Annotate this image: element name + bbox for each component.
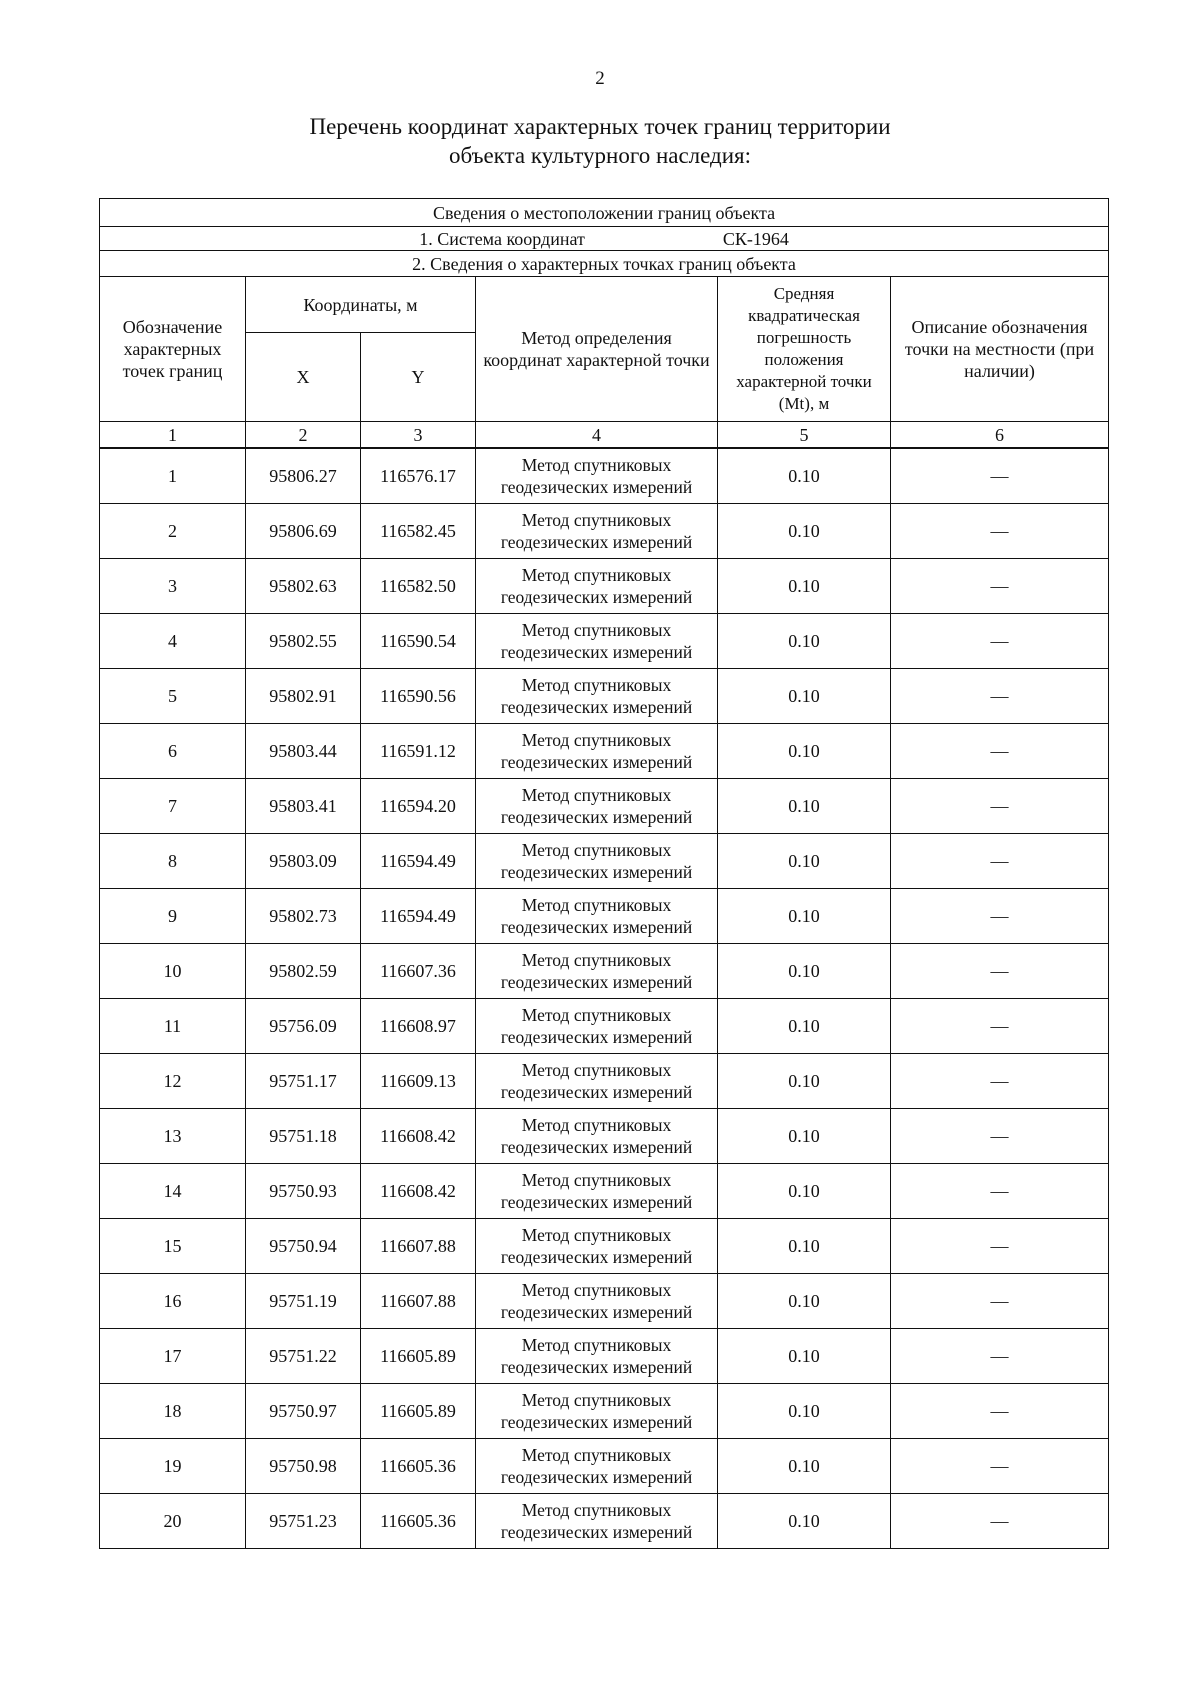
mean-error-cell: 0.10 (718, 889, 891, 944)
method-cell: Метод спутниковых геодезических измерений (476, 1164, 718, 1219)
title-line-2: объекта культурного наследия: (448, 143, 752, 168)
coord-x: 95802.63 (246, 559, 361, 614)
coord-y: 116607.36 (361, 944, 476, 999)
coord-x: 95802.73 (246, 889, 361, 944)
header-mean-error: Средняя квадратическая погрешность положения характерной точки (Mt), м (718, 277, 891, 422)
mean-error-cell: 0.10 (718, 504, 891, 559)
coord-x: 95751.18 (246, 1109, 361, 1164)
point-number: 12 (100, 1054, 246, 1109)
column-number: 2 (246, 422, 361, 449)
coord-x: 95802.91 (246, 669, 361, 724)
coordinate-system-value: СК-1964 (722, 228, 789, 249)
document-title (0, 112, 1200, 170)
method-cell: Метод спутниковых геодезических измерений (476, 779, 718, 834)
coord-x: 95750.98 (246, 1439, 361, 1494)
description-cell: — (891, 1494, 1109, 1549)
description-cell: — (891, 944, 1109, 999)
coord-y: 116605.36 (361, 1439, 476, 1494)
description-cell: — (891, 669, 1109, 724)
header-method: Метод определения координат характерной точки (476, 277, 718, 422)
coord-y: 116605.36 (361, 1494, 476, 1549)
point-number: 17 (100, 1329, 246, 1384)
table-row (100, 1329, 1109, 1384)
mean-error-cell: 0.10 (718, 779, 891, 834)
table-row (100, 944, 1109, 999)
description-cell: — (891, 779, 1109, 834)
coord-y: 116582.50 (361, 559, 476, 614)
point-number: 15 (100, 1219, 246, 1274)
method-cell: Метод спутниковых геодезических измерений (476, 1494, 718, 1549)
method-cell: Метод спутниковых геодезических измерений (476, 889, 718, 944)
table-row (100, 724, 1109, 779)
table-row (100, 448, 1109, 504)
mean-error-cell: 0.10 (718, 944, 891, 999)
coord-x: 95802.55 (246, 614, 361, 669)
point-number: 16 (100, 1274, 246, 1329)
mean-error-cell: 0.10 (718, 724, 891, 779)
method-cell: Метод спутниковых геодезических измерений (476, 1109, 718, 1164)
column-number: 5 (718, 422, 891, 449)
mean-error-cell: 0.10 (718, 614, 891, 669)
description-cell: — (891, 1164, 1109, 1219)
description-cell: — (891, 1274, 1109, 1329)
coord-x: 95751.23 (246, 1494, 361, 1549)
header-x: X (246, 333, 361, 422)
method-cell: Метод спутниковых геодезических измерений (476, 1219, 718, 1274)
point-number: 11 (100, 999, 246, 1054)
point-number: 10 (100, 944, 246, 999)
coord-x: 95750.93 (246, 1164, 361, 1219)
coord-y: 116591.12 (361, 724, 476, 779)
description-cell: — (891, 559, 1109, 614)
coord-x: 95751.17 (246, 1054, 361, 1109)
method-cell: Метод спутниковых геодезических измерений (476, 724, 718, 779)
point-number: 19 (100, 1439, 246, 1494)
coord-x: 95756.09 (246, 999, 361, 1054)
coord-y: 116607.88 (361, 1274, 476, 1329)
mean-error-cell: 0.10 (718, 1439, 891, 1494)
description-cell: — (891, 504, 1109, 559)
mean-error-cell: 0.10 (718, 1219, 891, 1274)
coord-y: 116594.49 (361, 834, 476, 889)
coord-y: 116605.89 (361, 1384, 476, 1439)
coord-y: 116582.45 (361, 504, 476, 559)
title-line-1: Перечень координат характерных точек границ территории (309, 114, 891, 139)
coord-y: 116607.88 (361, 1219, 476, 1274)
table-row (100, 1439, 1109, 1494)
table-row (100, 1164, 1109, 1219)
coordinate-system-label: 1. Система координат (419, 228, 585, 249)
table-row (100, 1384, 1109, 1439)
method-cell: Метод спутниковых геодезических измерений (476, 1329, 718, 1384)
method-cell: Метод спутниковых геодезических измерений (476, 944, 718, 999)
header-designation: Обозначение характерных точек границ (100, 277, 246, 422)
page-number: 2 (595, 68, 605, 89)
point-number: 13 (100, 1109, 246, 1164)
coord-y: 116594.49 (361, 889, 476, 944)
coord-x: 95751.22 (246, 1329, 361, 1384)
coord-y: 116576.17 (361, 448, 476, 504)
mean-error-cell: 0.10 (718, 1329, 891, 1384)
description-cell: — (891, 1384, 1109, 1439)
point-number: 8 (100, 834, 246, 889)
point-number: 4 (100, 614, 246, 669)
mean-error-cell: 0.10 (718, 448, 891, 504)
coord-x: 95803.09 (246, 834, 361, 889)
coord-x: 95803.41 (246, 779, 361, 834)
table-row (100, 1109, 1109, 1164)
table-row (100, 834, 1109, 889)
description-cell: — (891, 724, 1109, 779)
coord-y: 116605.89 (361, 1329, 476, 1384)
mean-error-cell: 0.10 (718, 669, 891, 724)
coordinates-table (99, 198, 1109, 1549)
point-number: 2 (100, 504, 246, 559)
coord-x: 95803.44 (246, 724, 361, 779)
point-number: 20 (100, 1494, 246, 1549)
coord-y: 116608.42 (361, 1109, 476, 1164)
table-row (100, 1219, 1109, 1274)
mean-error-cell: 0.10 (718, 559, 891, 614)
table-row (100, 559, 1109, 614)
description-cell: — (891, 1054, 1109, 1109)
method-cell: Метод спутниковых геодезических измерений (476, 1274, 718, 1329)
description-cell: — (891, 1109, 1109, 1164)
table-row (100, 614, 1109, 669)
mean-error-cell: 0.10 (718, 1109, 891, 1164)
method-cell: Метод спутниковых геодезических измерений (476, 504, 718, 559)
method-cell: Метод спутниковых геодезических измерений (476, 448, 718, 504)
coord-x: 95806.69 (246, 504, 361, 559)
table-row (100, 999, 1109, 1054)
points-info-label: 2. Сведения о характерных точках границ объекта (100, 251, 1109, 277)
mean-error-cell: 0.10 (718, 1384, 891, 1439)
point-number: 6 (100, 724, 246, 779)
mean-error-cell: 0.10 (718, 1274, 891, 1329)
point-number: 7 (100, 779, 246, 834)
header-coordinates: Координаты, м (246, 277, 476, 333)
coord-x: 95750.97 (246, 1384, 361, 1439)
point-number: 9 (100, 889, 246, 944)
column-number: 6 (891, 422, 1109, 449)
point-number: 5 (100, 669, 246, 724)
description-cell: — (891, 614, 1109, 669)
table-row (100, 889, 1109, 944)
coord-y: 116594.20 (361, 779, 476, 834)
description-cell: — (891, 999, 1109, 1054)
method-cell: Метод спутниковых геодезических измерений (476, 1054, 718, 1109)
table-row (100, 779, 1109, 834)
table-row (100, 1494, 1109, 1549)
description-cell: — (891, 1219, 1109, 1274)
method-cell: Метод спутниковых геодезических измерений (476, 1384, 718, 1439)
point-number: 18 (100, 1384, 246, 1439)
coord-y: 116608.97 (361, 999, 476, 1054)
coord-x: 95806.27 (246, 448, 361, 504)
coord-y: 116608.42 (361, 1164, 476, 1219)
description-cell: — (891, 448, 1109, 504)
header-description: Описание обозначения точки на местности (при наличии) (891, 277, 1109, 422)
coord-y: 116590.56 (361, 669, 476, 724)
column-number: 1 (100, 422, 246, 449)
coord-y: 116590.54 (361, 614, 476, 669)
mean-error-cell: 0.10 (718, 1054, 891, 1109)
method-cell: Метод спутниковых геодезических измерений (476, 834, 718, 889)
method-cell: Метод спутниковых геодезических измерений (476, 669, 718, 724)
method-cell: Метод спутниковых геодезических измерений (476, 559, 718, 614)
mean-error-cell: 0.10 (718, 834, 891, 889)
coord-x: 95751.19 (246, 1274, 361, 1329)
mean-error-cell: 0.10 (718, 1164, 891, 1219)
point-number: 14 (100, 1164, 246, 1219)
table-row (100, 669, 1109, 724)
column-numbers-row (100, 422, 1109, 449)
description-cell: — (891, 834, 1109, 889)
table-row (100, 504, 1109, 559)
mean-error-cell: 0.10 (718, 1494, 891, 1549)
column-number: 3 (361, 422, 476, 449)
description-cell: — (891, 1439, 1109, 1494)
coordinate-system-row (100, 227, 1109, 251)
table-row (100, 1274, 1109, 1329)
description-cell: — (891, 1329, 1109, 1384)
coord-y: 116609.13 (361, 1054, 476, 1109)
point-number: 1 (100, 448, 246, 504)
section-title: Сведения о местоположении границ объекта (100, 199, 1109, 227)
method-cell: Метод спутниковых геодезических измерений (476, 999, 718, 1054)
method-cell: Метод спутниковых геодезических измерений (476, 1439, 718, 1494)
table-row (100, 1054, 1109, 1109)
description-cell: — (891, 889, 1109, 944)
header-y: Y (361, 333, 476, 422)
coord-x: 95750.94 (246, 1219, 361, 1274)
method-cell: Метод спутниковых геодезических измерений (476, 614, 718, 669)
column-number: 4 (476, 422, 718, 449)
coord-x: 95802.59 (246, 944, 361, 999)
point-number: 3 (100, 559, 246, 614)
mean-error-cell: 0.10 (718, 999, 891, 1054)
